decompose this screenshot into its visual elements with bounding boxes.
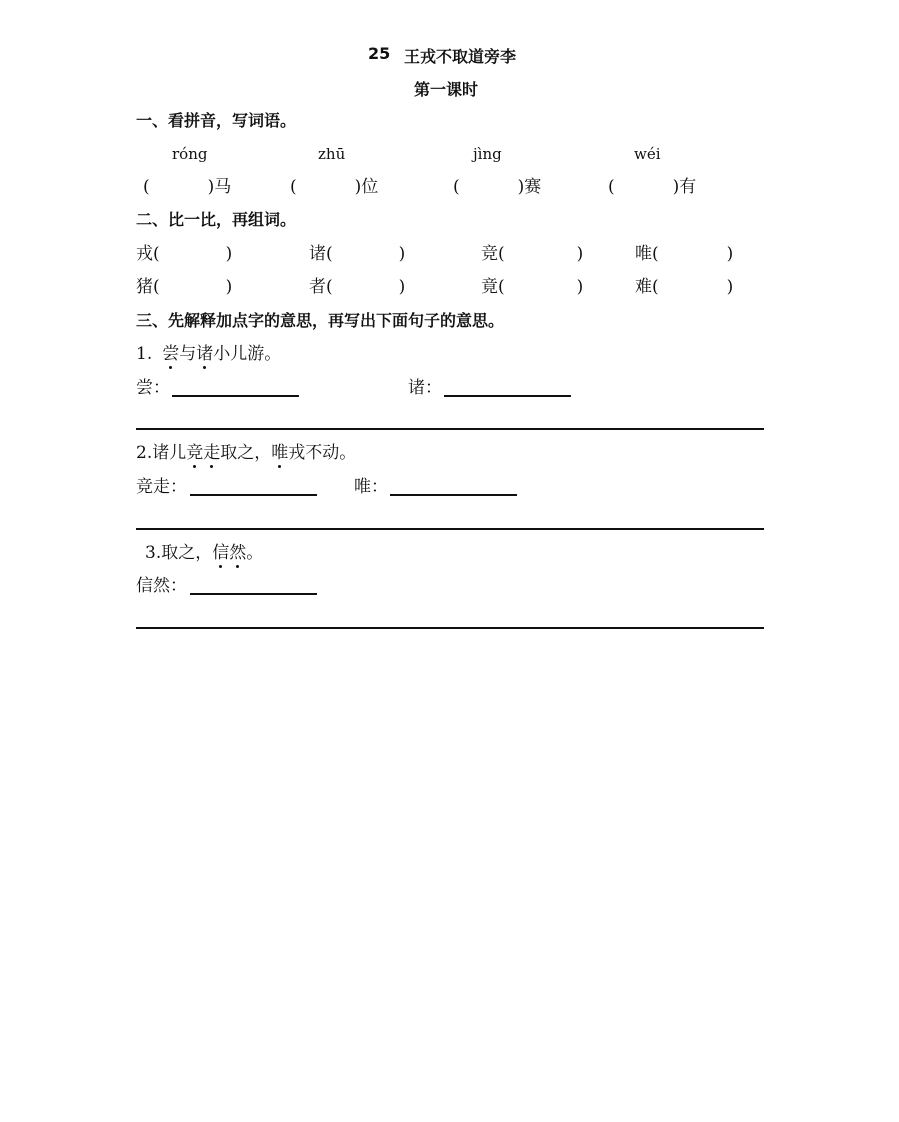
pinyin-4: wéi (634, 145, 661, 163)
q1-answer-line-a[interactable] (172, 395, 299, 397)
compare-item-2[interactable] (309, 244, 405, 264)
sentence-text: 。 (246, 543, 264, 563)
q2-translation-line[interactable] (136, 528, 764, 530)
compare-item-4[interactable] (635, 244, 733, 264)
compare-char: 难 (635, 277, 652, 297)
dotted-char: 诸 (196, 344, 214, 364)
paren-close: ) (398, 277, 406, 297)
compare-char: 戎 (136, 244, 153, 264)
paren-open: ( (153, 244, 160, 264)
paren-open: ( (153, 277, 160, 297)
page-subtitle: 第一课时 (414, 80, 479, 99)
q2-answer-line-a[interactable] (190, 494, 317, 496)
paren-close: ) (576, 244, 584, 264)
paren-close-suffix: )有 (672, 177, 697, 197)
paren-close: ) (726, 277, 734, 297)
word-blank-1[interactable] (143, 177, 231, 197)
compare-char: 唯 (635, 244, 652, 264)
page-title: 王戎不取道旁李 (404, 47, 517, 66)
q3-label-a: 信然： (136, 576, 187, 596)
q2-label-a: 竞走： (136, 477, 187, 497)
paren-open: ( (608, 177, 615, 197)
q2-label-b: 唯： (354, 477, 388, 497)
question-number: 3. (145, 543, 162, 563)
sentence-text: 取之， (220, 443, 272, 463)
paren-open: ( (498, 244, 505, 264)
paren-open: ( (498, 277, 505, 297)
question-2-sentence (136, 443, 356, 463)
paren-close: ) (576, 277, 584, 297)
compare-item-7[interactable] (481, 277, 583, 297)
q3-translation-line[interactable] (136, 627, 764, 629)
word-blank-2[interactable] (290, 177, 378, 197)
compare-item-3[interactable] (481, 244, 583, 264)
section-1-heading: 一、看拼音，写词语。 (136, 111, 297, 130)
q1-answer-line-b[interactable] (444, 395, 571, 397)
section-3-heading: 三、先解释加点字的意思，再写出下面句子的意思。 (136, 311, 505, 330)
paren-close-suffix: )位 (354, 177, 379, 197)
compare-item-6[interactable] (309, 277, 405, 297)
paren-close: ) (225, 244, 233, 264)
dotted-char: 走 (203, 443, 221, 463)
paren-open: ( (326, 277, 333, 297)
dotted-char: 然 (229, 543, 247, 563)
dotted-char: 竞 (186, 443, 204, 463)
q1-label-a: 尝： (136, 378, 170, 398)
paren-open: ( (652, 277, 659, 297)
question-3-sentence (145, 543, 263, 563)
lesson-number: 25 (368, 44, 391, 63)
paren-open: ( (290, 177, 297, 197)
dotted-char: 唯 (271, 443, 289, 463)
question-number: 2. (136, 443, 153, 463)
compare-char: 竞 (481, 244, 498, 264)
compare-item-1[interactable] (136, 244, 232, 264)
q3-answer-line-a[interactable] (190, 593, 317, 595)
word-blank-4[interactable] (608, 177, 696, 197)
paren-open: ( (453, 177, 460, 197)
paren-open: ( (326, 244, 333, 264)
dotted-char: 信 (212, 543, 230, 563)
paren-open: ( (143, 177, 150, 197)
sentence-text: 诸儿 (152, 443, 187, 463)
sentence-text: 取之， (161, 543, 213, 563)
compare-item-8[interactable] (635, 277, 733, 297)
sentence-text: 与 (179, 344, 197, 364)
sentence-text: 戎不动。 (288, 443, 357, 463)
compare-char: 猪 (136, 277, 153, 297)
paren-close: ) (398, 244, 406, 264)
question-number: 1. (136, 344, 153, 364)
compare-char: 者 (309, 277, 326, 297)
compare-char: 竟 (481, 277, 498, 297)
pinyin-1: róng (172, 145, 208, 163)
pinyin-2: zhū (318, 145, 346, 163)
q1-label-b: 诸： (408, 378, 442, 398)
sentence-text: 小儿游。 (213, 344, 282, 364)
paren-close: ) (726, 244, 734, 264)
paren-open: ( (652, 244, 659, 264)
compare-char: 诸 (309, 244, 326, 264)
paren-close-suffix: )马 (207, 177, 232, 197)
q1-translation-line[interactable] (136, 428, 764, 430)
paren-close-suffix: )赛 (517, 177, 542, 197)
pinyin-3: jìng (473, 145, 502, 163)
dotted-char: 尝 (162, 344, 180, 364)
paren-close: ) (225, 277, 233, 297)
section-2-heading: 二、比一比，再组词。 (136, 210, 297, 229)
compare-item-5[interactable] (136, 277, 232, 297)
word-blank-3[interactable] (453, 177, 541, 197)
q2-answer-line-b[interactable] (390, 494, 517, 496)
question-1-sentence (136, 344, 281, 364)
